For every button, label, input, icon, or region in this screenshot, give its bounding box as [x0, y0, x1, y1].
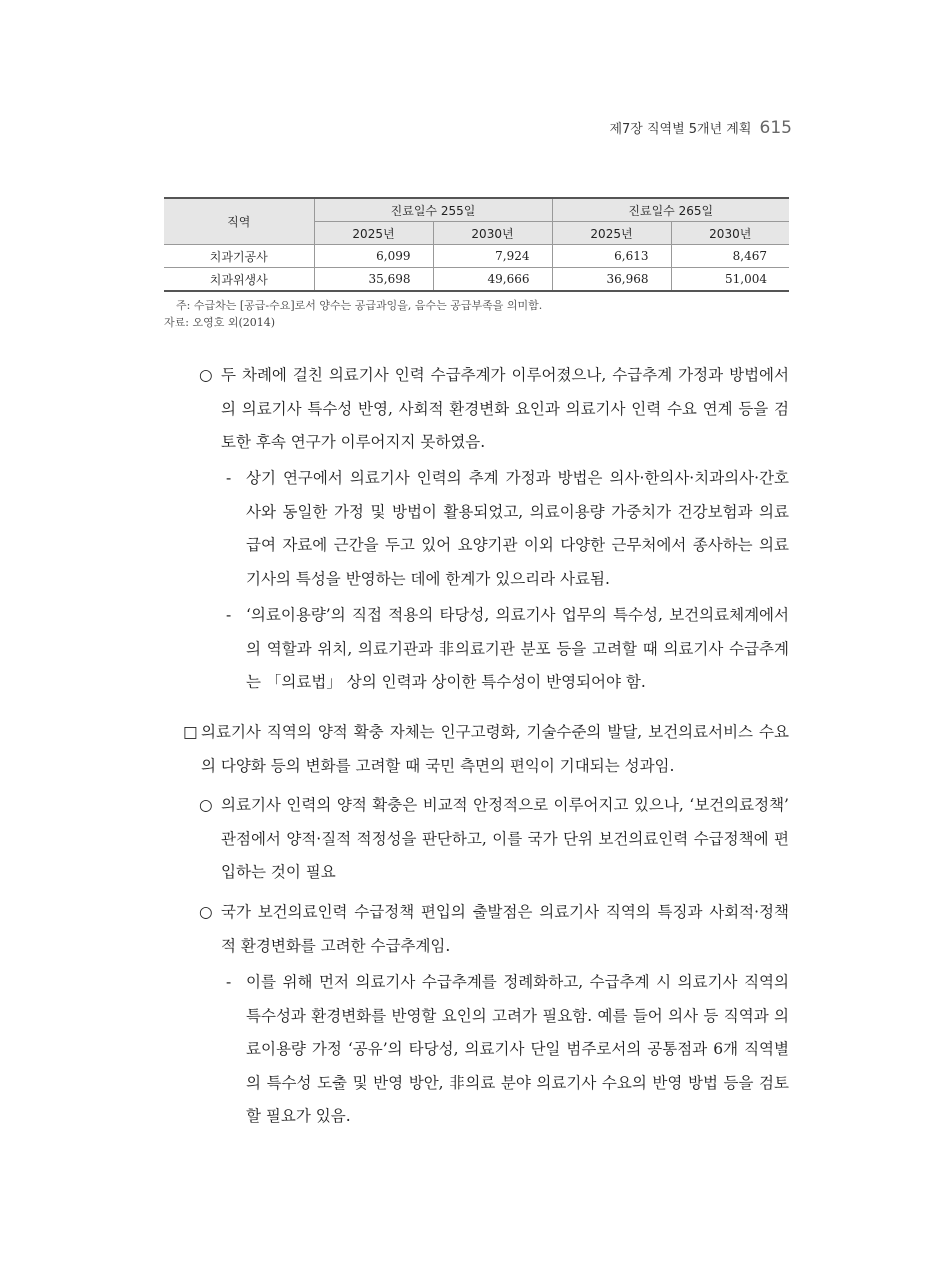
dash-item: [226, 966, 789, 1134]
circle-item: [199, 789, 789, 890]
paragraph-text: 두 차례에 걸친 의료기사 인력 수급추계가 이루어졌으나, 수급추계 가정과 방법에서의 의료기사 특수성 반영, 사회적 환경변화 요인과 의료기사 인력 수요 연계 등을 검토한 후속 연구가 이루어지지 못하였음.: [221, 366, 789, 451]
paragraph-text: 이를 위해 먼저 의료기사 수급추계를 정례화하고, 수급추계 시 의료기사 직역의 특수성과 환경변화를 반영할 요인의 고려가 필요함. 예를 들어 의사 등 직역과 의료이용량 가정 ‘공유’의 타당성, 의료기사 단일 범주로서의 공통점과 6개 직역별의 특수성 도출 및 반영 방안, 非의료 분야 의료기사 수요의 반영 방법 등을 검토할 필요가 있음.: [246, 973, 789, 1125]
value-cell: 6,613: [552, 245, 671, 268]
table-note: 주: 수급차는 [공급-수요]로서 양수는 공급과잉을, 음수는 공급부족을 의미함.: [176, 299, 543, 312]
value-cell: 35,698: [314, 268, 433, 292]
paragraph-text: 국가 보건의료인력 수급정책 편입의 출발점은 의료기사 직역의 특징과 사회적·정책적 환경변화를 고려한 수급추계임.: [221, 903, 789, 955]
paragraph-text: 의료기사 인력의 양적 확충은 비교적 안정적으로 이루어지고 있으나, ‘보건의료정책’ 관점에서 양적·질적 적정성을 판단하고, 이를 국가 단위 보건의료인력 수급정책에 편입하는 것이 필요: [221, 796, 789, 881]
table-row: [164, 268, 789, 292]
header-year: 2030년: [433, 222, 552, 245]
value-cell: 51,004: [671, 268, 789, 292]
dash-bullet-icon: -: [226, 606, 232, 624]
header-group-265: 진료일수 265일: [552, 198, 789, 222]
paragraph-text: 상기 연구에서 의료기사 인력의 추계 가정과 방법은 의사·한의사·치과의사·간호사와 동일한 가정 및 방법이 활용되었고, 의료이용량 가중치가 건강보험과 의료급여 자료에 근간을 두고 있어 요양기관 이외 다양한 근무처에서 종사하는 의료기사의 특성을 반영하는 데에 한계가 있으리라 사료됨.: [246, 469, 789, 588]
circle-item: [199, 896, 789, 963]
table-row: [164, 245, 789, 268]
dash-item: [226, 599, 789, 700]
region-cell: 치과위생사: [164, 268, 314, 292]
header-group-255: 진료일수 255일: [314, 198, 552, 222]
square-bullet-icon: □: [183, 723, 198, 741]
paragraph-text: ‘의료이용량’의 직접 적용의 타당성, 의료기사 업무의 특수성, 보건의료체계에서의 역할과 위치, 의료기관과 非의료기관 분포 등을 고려할 때 의료기사 수급추계는 「의료법」 상의 인력과 상이한 특수성이 반영되어야 함.: [246, 606, 789, 691]
chapter-title: 제7장 직역별 5개년 계획: [609, 122, 752, 137]
running-header: [609, 118, 792, 138]
value-cell: 49,666: [433, 268, 552, 292]
value-cell: 36,968: [552, 268, 671, 292]
circle-bullet-icon: ○: [199, 366, 213, 384]
header-region: 직역: [164, 198, 314, 245]
circle-item: [199, 359, 789, 460]
square-item: [183, 716, 789, 783]
value-cell: 8,467: [671, 245, 789, 268]
header-year: 2030년: [671, 222, 789, 245]
value-cell: 7,924: [433, 245, 552, 268]
region-cell: 치과기공사: [164, 245, 314, 268]
circle-bullet-icon: ○: [199, 796, 213, 814]
page-number: 615: [759, 118, 792, 138]
header-year: 2025년: [552, 222, 671, 245]
dash-item: [226, 462, 789, 596]
table-source: 자료: 오영호 외(2014): [164, 316, 276, 329]
value-cell: 6,099: [314, 245, 433, 268]
supply-gap-table: [164, 197, 789, 292]
paragraph-text: 의료기사 직역의 양적 확충 자체는 인구고령화, 기술수준의 발달, 보건의료서비스 수요의 다양화 등의 변화를 고려할 때 국민 측면의 편익이 기대되는 성과임.: [201, 723, 789, 775]
dash-bullet-icon: -: [226, 973, 232, 991]
circle-bullet-icon: ○: [199, 903, 213, 921]
dash-bullet-icon: -: [226, 469, 232, 487]
header-year: 2025년: [314, 222, 433, 245]
